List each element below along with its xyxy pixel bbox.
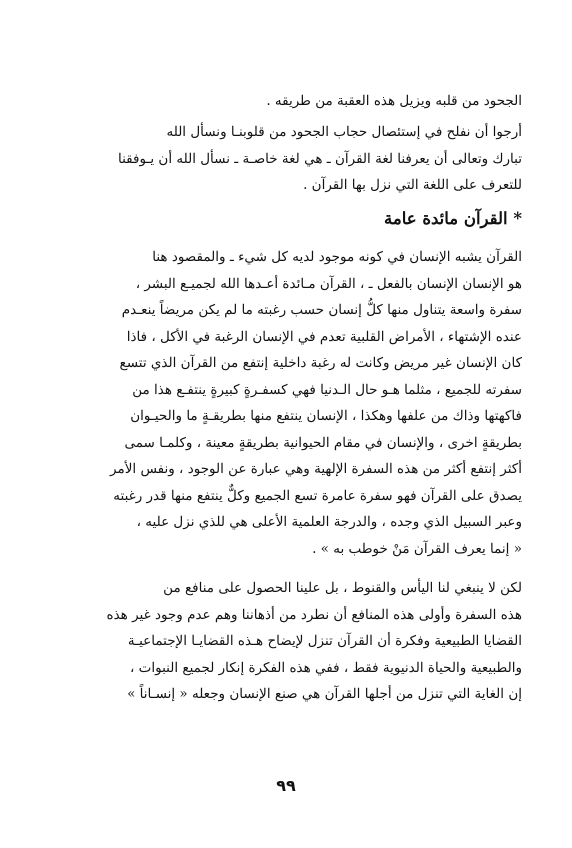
text-line: القضايا الطبيعية وفكرة أن القرآن تنزل لإيضاح هـذه القضايـا الإجتماعيـة [127, 633, 522, 649]
text-line: للتعرف على اللغة التي نزل بها القرآن . [303, 177, 522, 193]
text-line: الجحود من قلبه ويزيل هذه العقبة من طريقه . [266, 93, 522, 109]
text-line: إن الغاية التي تنزل من أجلها القرآن هي صنع الإنسان وجعله « إنسـاناً » [127, 686, 522, 702]
paragraph-1 [60, 88, 522, 115]
paragraph-3 [60, 244, 522, 562]
text-line: أكثر إنتفع أكثر من هذه السفرة الإلهية وهي عبارة عن الوجود ، ونفس الأمر [110, 461, 522, 477]
text-line: تبارك وتعالى أن يعرفنا لغة القرآن ـ هي لغة خاصـة ـ نسأل الله أن يـوفقنا [117, 150, 522, 167]
text-line: وعبر السبيل الذي وجده ، والدرجة العلمية الأعلى هي للذي نزل عليه ، [136, 514, 522, 530]
text-line: هذه السفرة وأولى هذه المنافع أن نطرد من أذهاننا وهم عدم وجود غير هذه [106, 606, 522, 623]
text-line: سفرة واسعة يتناول منها كلُّ إنسان حسب رغبته ما لم يكن مريضاً ينعـدم [121, 302, 522, 318]
text-line: فاكهتها وذاك من علفها وهكذا ، الإنسان ينتفع منها بطريقـةٍ ما والحيـوان [130, 408, 522, 424]
text-line: « إنما يعرف القرآن مَنْ خوطب به » . [312, 540, 522, 557]
text-line: عنده الإشتهاء ، الأمراض القلبية تعدم في الإنسان الرغبة في الأكل ، فاذا [126, 328, 522, 345]
text-line: كان الإنسان غير مريض وكانت له رغبة داخلية إنتفع من القرآن الذي تتسع [119, 355, 522, 371]
paragraph-4 [60, 575, 522, 708]
text-line: بطريقةٍ اخرى ، والإنسان في مقام الحيوانية بطريقةٍ معينة ، وكلمـا سمى [124, 434, 522, 451]
paragraph-2 [60, 119, 522, 199]
text-line: أرجوا أن نفلح في إستئصال حجاب الجحود من قلوبنـا ونسأل الله [166, 124, 522, 140]
text-line: القرآن يشبه الإنسان في كونه موجود لديه كل شيء ـ والمقصود هنا [152, 249, 522, 265]
text-line: والطبيعية والحياة الدنيوية فقط ، ففي هذه الفكرة إنكار لجميع النبوات ، [130, 659, 522, 676]
text-line: يصدق على القرآن فهو سفرة عامرة تسع الجميع وكلٌّ ينتفع منها قدر رغبته [113, 487, 522, 504]
page-number: ٩٩ [276, 776, 296, 795]
text-line: لكن لا ينبغي لنا اليأس والقنوط ، بل علينا الحصول على منافع من [163, 580, 522, 596]
section-heading: * القرآن مائدة عامة [384, 209, 522, 228]
text-line: سفرته للجميع ، مثلما هـو حال الـدنيا فهي كسفـرةٍ كبيرةٍ ينتفـع هذا من [132, 381, 522, 398]
text-line: هو الإنسان الإنسان بالفعل ـ ، القرآن مـائدة أعـدها الله لجميـع البشر ، [135, 275, 522, 292]
